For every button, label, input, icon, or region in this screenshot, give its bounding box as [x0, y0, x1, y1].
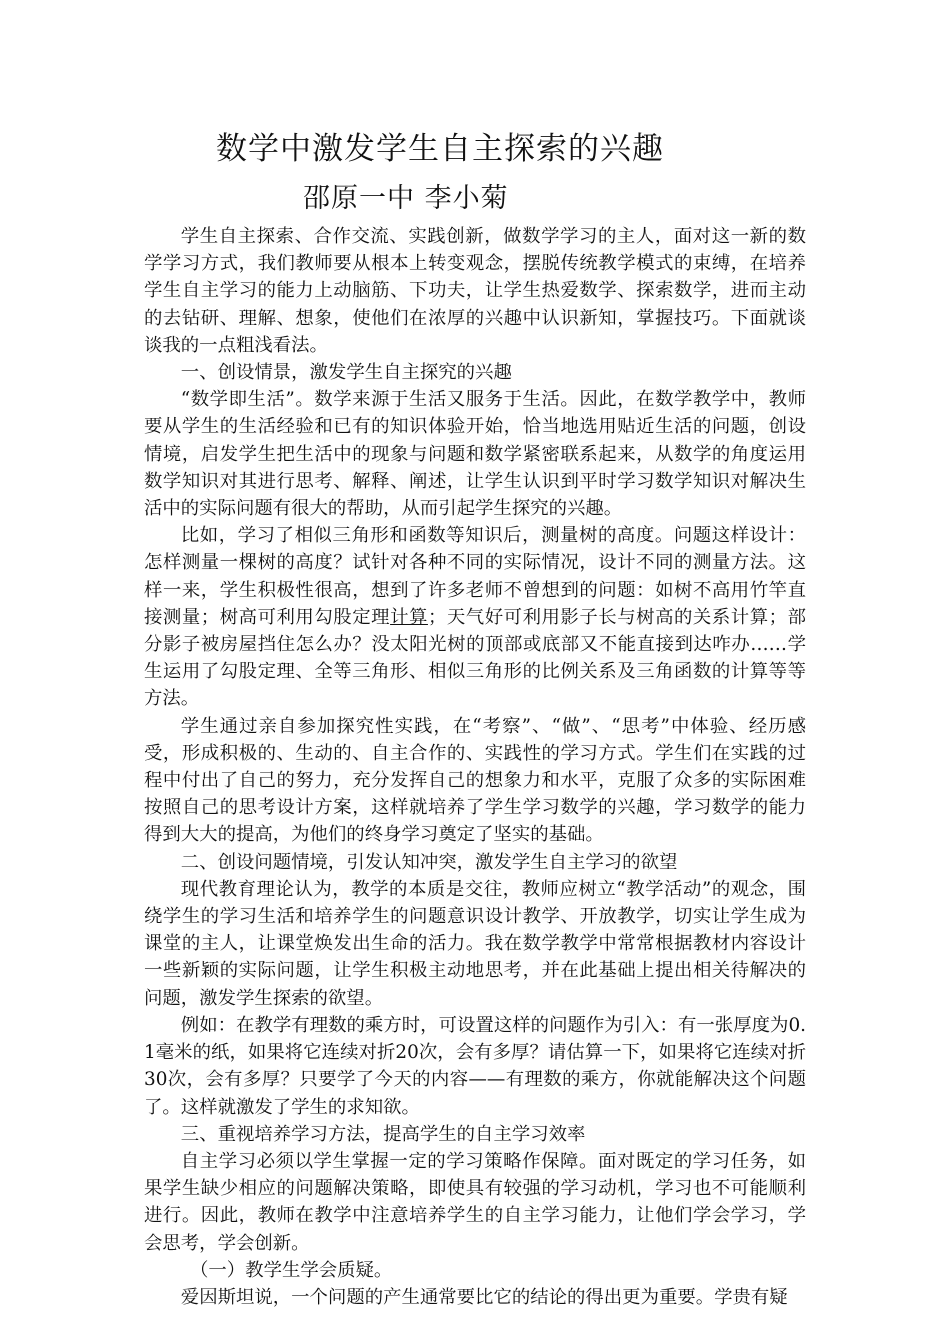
paragraph-practice: 学生通过亲自参加探究性实践，在“考察”、“做”、“思考”中体验、经历感受，形成积极的、生动的、自主合作的、实践性的学习方式。学生们在实践的过程中付出了自己的努力，充分发挥自己的想象力和水平，克服了众多的实际困难按照自己的思考设计方案，这样就培养了学生学习数学的兴趣，学习数学的能力得到大大的提高，为他们的终身学习奠定了坚实的基础。	[144, 715, 806, 846]
paragraph-learning-strategy: 自主学习必须以学生掌握一定的学习策略作保障。面对既定的学习任务，如果学生缺少相应的问题解决策略，即使具有较强的学习动机，学习也不可能顺利进行。因此，教师在教学中注意培养学生的自主学习能力，让他们学会学习，学会思考，学会创新。	[144, 1150, 806, 1254]
paragraph-education-theory: 现代教育理论认为，教学的本质是交往，教师应树立“教学活动”的观念，围绕学生的学习生活和培养学生的问题意识设计教学、开放教学，切实让学生成为课堂的主人，让课堂焕发出生命的活力。我在数学教学中常常根据教材内容设计一些新颖的实际问题，让学生积极主动地思考，并在此基础上提出相关待解决的问题，激发学生探索的欲望。	[144, 878, 806, 1009]
section-heading-2: 二、创设问题情境，引发认知冲突，激发学生自主学习的欲望	[180, 851, 678, 873]
section-heading-1: 一、创设情景，激发学生自主探究的兴趣	[180, 362, 512, 384]
paragraph-tree-height-part-1: 比如，学习了相似三角形和函数等知识后，测量树的高度。问题这样设计：怎样测量一棵树的高度？试针对各种不同的实际情况，设计不同的测量方法。这样一来，学生积极性很高，想到了许多老师不曾想到的问题：如树不高用竹竿直接测量；树高可利用勾股定理	[144, 525, 806, 628]
document-author: 邵原一中 李小菊	[303, 183, 509, 214]
underlined-word: 计算	[390, 606, 428, 628]
paragraph-paper-fold: 例如：在教学有理数的乘方时，可设置这样的问题作为引入：有一张厚度为0.1毫米的纸，如果将它连续对折20次，会有多厚？请估算一下，如果将它连续对折30次，会有多厚？只要学了今天的内容——有理数的乘方，你就能解决这个问题了。这样就激发了学生的求知欲。	[144, 1014, 806, 1118]
paragraph-intro: 学生自主探索、合作交流、实践创新，做数学学习的主人，面对这一新的数学学习方式，我们教师要从根本上转变观念，摆脱传统教学模式的束缚，在培养学生自主学习的能力上动脑筋、下功夫，让学生热爱数学、探索数学，进而主动的去钻研、理解、想象，使他们在浓厚的兴趣中认识新知，掌握技巧。下面就谈谈我的一点粗浅看法。	[144, 226, 806, 356]
paragraph-tree-height	[144, 522, 806, 712]
paragraph-tree-height-part-2: ；天气好可利用影子长与树高的关系计算；部分影子被房屋挡住怎么办？没太阳光树的顶部或底部又不能直接到达咋办……学生运用了勾股定理、全等三角形、相似三角形的比例关系及三角函数的计算等等方法。	[144, 606, 806, 710]
section-heading-3: 三、重视培养学习方法，提高学生的自主学习效率	[180, 1123, 586, 1145]
subsection-heading-1: （一）教学生学会质疑。	[190, 1259, 393, 1281]
paragraph-math-is-life: “数学即生活”。数学来源于生活又服务于生活。因此，在数学教学中，教师要从学生的生活经验和已有的知识体验开始，恰当地选用贴近生活的问题，创设情境，启发学生把生活中的现象与问题和数学紧密联系起来，从数学的角度运用数学知识对其进行思考、解释、阐述，让学生认识到平时学习数学知识对解决生活中的实际问题有很大的帮助，从而引起学生探究的兴趣。	[144, 389, 806, 520]
document-body	[144, 223, 806, 1311]
document-title: 数学中激发学生自主探索的兴趣	[216, 131, 664, 167]
paragraph-einstein: 爱因斯坦说，一个问题的产生通常要比它的结论的得出更为重要。学贵有疑	[180, 1286, 788, 1308]
